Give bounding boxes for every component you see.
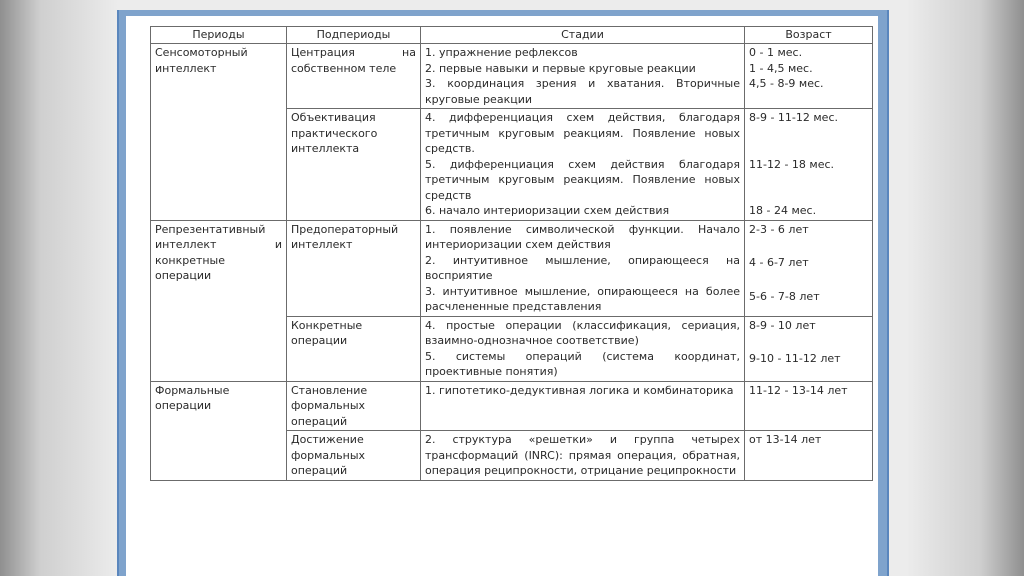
stage-text: 1. гипотетико-дедуктивная логика и комбинаторика (425, 383, 734, 397)
age-text: 8-9 - 11-12 мес. (749, 111, 838, 124)
piaget-periods-table (150, 26, 873, 481)
ages-cell (745, 220, 873, 316)
stage-text: 2. интуитивное мышление, опирающееся на восприятие (425, 253, 740, 282)
age-text: 8-9 - 10 лет (749, 318, 816, 332)
ages-cell (745, 109, 873, 221)
table-row (151, 220, 873, 316)
age-text: 4 - 6-7 лет (749, 256, 809, 269)
stage-text: 3. координация зрения и хватания. Вторичные круговые реакции (425, 77, 740, 106)
ages-cell (745, 316, 873, 381)
age-text: 4,5 - 8-9 мес. (749, 77, 824, 90)
ages-cell (745, 431, 873, 481)
period-cell: Формальные операции (151, 381, 287, 480)
age-text: 0 - 1 мес. (749, 46, 803, 59)
stage-text: 4. дифференциация схем действия, благодаря третичным круговым реакциям. Появление новых средств. (425, 111, 740, 155)
age-text: 11-12 - 13-14 лет (749, 383, 848, 397)
header-stages: Стадии (421, 27, 745, 44)
age-text: 11-12 - 18 мес. (749, 157, 835, 171)
stage-text: 4. простые операции (классификация, сериация, взаимно-однозначное соответствие) (425, 318, 740, 347)
table-row (151, 44, 873, 109)
age-text: 1 - 4,5 мес. (749, 61, 813, 75)
table-row (151, 381, 873, 431)
age-text: 18 - 24 мес. (749, 204, 817, 217)
age-text: 9-10 - 11-12 лет (749, 352, 841, 365)
subperiod-cell: Достижение формальных операций (287, 431, 421, 481)
age-text: 5-6 - 7-8 лет (749, 289, 820, 303)
stages-cell (421, 381, 745, 431)
stages-cell (421, 109, 745, 221)
subperiod-cell: Предоператорный интеллект (287, 220, 421, 316)
age-text: 2-3 - 6 лет (749, 222, 809, 236)
subperiod-cell: Центрация на собственном теле (287, 44, 421, 109)
header-periods: Периоды (151, 27, 287, 44)
header-subperiods: Подпериоды (287, 27, 421, 44)
stages-cell (421, 220, 745, 316)
stage-text: 2. первые навыки и первые круговые реакции (425, 61, 696, 75)
stages-cell (421, 44, 745, 109)
subperiod-cell: Конкретные операции (287, 316, 421, 381)
age-text: от 13-14 лет (749, 433, 822, 446)
stage-text: 2. структура «решетки» и группа четырех трансформаций (INRC): прямая операция, обратная, операция реципрокности, отрицание реципрокности (425, 433, 740, 477)
period-cell: Сенсомоторный интеллект (151, 44, 287, 221)
table-header-row (151, 27, 873, 44)
subperiod-cell: Объективация практического интеллекта (287, 109, 421, 221)
stages-cell (421, 316, 745, 381)
stage-text: 5. дифференциация схем действия благодаря третичным круговым реакциям. Появление новых средств (425, 157, 740, 202)
stage-text: 1. появление символической функции. Начало интериоризации схем действия (425, 222, 740, 251)
ages-cell (745, 381, 873, 431)
subperiod-cell: Становление формальных операций (287, 381, 421, 431)
stage-text: 3. интуитивное мышление, опирающееся на более расчлененные представления (425, 284, 740, 313)
stage-text: 1. упражнение рефлексов (425, 46, 578, 59)
stage-text: 6. начало интериоризации схем действия (425, 204, 670, 217)
header-age: Возраст (745, 27, 873, 44)
stage-text: 5. системы операций (система координат, проективные понятия) (425, 349, 740, 378)
ages-cell (745, 44, 873, 109)
period-cell: Репрезентативный интеллект и конкретные операции (151, 220, 287, 381)
stages-cell (421, 431, 745, 481)
